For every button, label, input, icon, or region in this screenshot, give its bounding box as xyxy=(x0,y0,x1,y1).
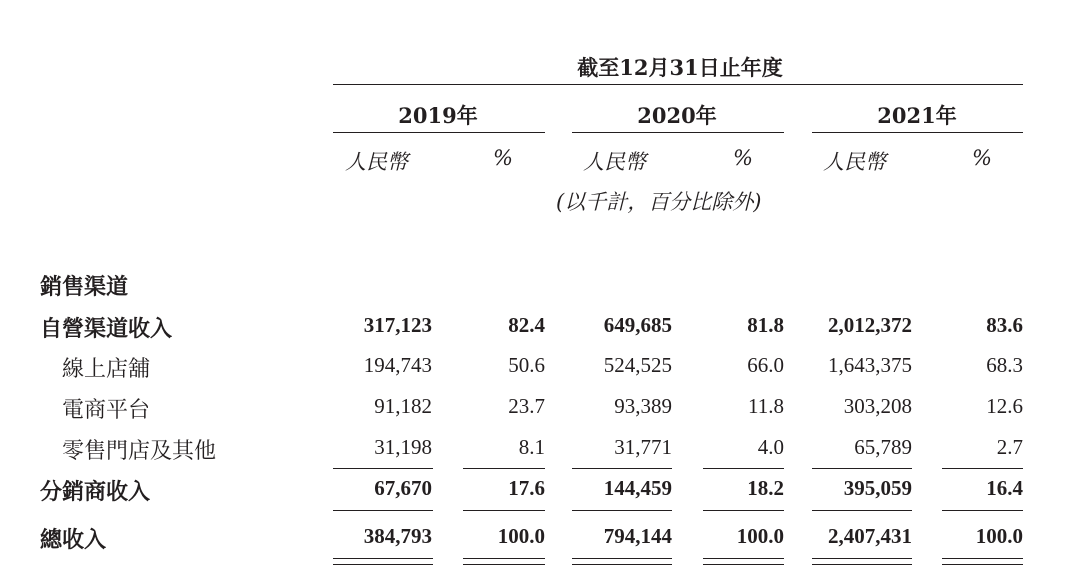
total-double-underline xyxy=(333,564,433,565)
total-double-underline xyxy=(572,564,672,565)
cell-2019-percent: 8.1 xyxy=(518,435,545,459)
cell-2019-amount: 67,670 xyxy=(374,476,432,500)
cell-2020-amount: 524,525 xyxy=(603,353,672,377)
year-2020-underline xyxy=(572,132,784,133)
total-underline xyxy=(812,510,912,511)
year-2019-underline xyxy=(333,132,545,133)
cell-2021-amount: 395,059 xyxy=(843,476,912,500)
section-title: 銷售渠道 xyxy=(40,274,129,300)
row-label: 總收入 xyxy=(40,527,107,553)
cell-2019-amount: 384,793 xyxy=(363,524,432,548)
cell-2020-amount: 144,459 xyxy=(603,476,672,500)
percent-label-2019: % xyxy=(493,146,513,170)
cell-2021-amount: 1,643,375 xyxy=(828,353,912,377)
cell-2019-percent: 50.6 xyxy=(508,353,545,377)
row-label: 分銷商收入 xyxy=(40,479,151,505)
total-underline xyxy=(333,510,433,511)
year-2020-header: 2020年 xyxy=(637,103,717,128)
cell-2021-percent: 12.6 xyxy=(986,394,1023,418)
total-double-underline xyxy=(703,558,784,559)
percent-label-2020: % xyxy=(733,146,753,170)
total-underline xyxy=(703,510,784,511)
unit-note: (以千計，百分比除外) xyxy=(556,190,762,214)
subtotal-underline xyxy=(463,468,545,469)
cell-2020-percent: 18.2 xyxy=(747,476,784,500)
cell-2020-amount: 93,389 xyxy=(614,394,672,418)
cell-2019-amount: 91,182 xyxy=(374,394,432,418)
total-underline xyxy=(463,510,545,511)
cell-2021-amount: 2,012,372 xyxy=(828,313,912,337)
cell-2021-percent: 16.4 xyxy=(986,476,1023,500)
total-double-underline xyxy=(463,558,545,559)
subtotal-underline xyxy=(333,468,433,469)
cell-2021-percent: 83.6 xyxy=(986,313,1023,337)
subtotal-underline xyxy=(812,468,912,469)
cell-2021-amount: 2,407,431 xyxy=(828,524,912,548)
row-label: 線上店舖 xyxy=(62,357,151,382)
total-double-underline xyxy=(463,564,545,565)
header-divider xyxy=(333,84,1023,85)
total-double-underline xyxy=(812,558,912,559)
total-double-underline xyxy=(942,558,1023,559)
cell-2019-percent: 100.0 xyxy=(497,524,545,548)
currency-label-2021: 人民幣 xyxy=(823,150,886,174)
cell-2019-percent: 23.7 xyxy=(508,394,545,418)
currency-label-2020: 人民幣 xyxy=(583,150,646,174)
percent-label-2021: % xyxy=(972,146,992,170)
total-underline xyxy=(572,510,672,511)
subtotal-underline xyxy=(942,468,1023,469)
total-double-underline xyxy=(703,564,784,565)
cell-2019-amount: 194,743 xyxy=(363,353,432,377)
cell-2021-percent: 100.0 xyxy=(975,524,1023,548)
row-label: 自營渠道收入 xyxy=(40,316,173,342)
currency-label-2019: 人民幣 xyxy=(345,150,408,174)
period-title: 截至12月31日止年度 xyxy=(577,55,783,80)
cell-2020-percent: 81.8 xyxy=(747,313,784,337)
subtotal-underline xyxy=(572,468,672,469)
cell-2019-amount: 31,198 xyxy=(374,435,432,459)
cell-2021-percent: 2.7 xyxy=(996,435,1023,459)
cell-2020-percent: 100.0 xyxy=(736,524,784,548)
cell-2020-percent: 4.0 xyxy=(757,435,784,459)
cell-2020-amount: 794,144 xyxy=(603,524,672,548)
year-2019-header: 2019年 xyxy=(398,103,478,128)
total-double-underline xyxy=(572,558,672,559)
cell-2020-amount: 649,685 xyxy=(603,313,672,337)
total-double-underline xyxy=(942,564,1023,565)
cell-2021-amount: 303,208 xyxy=(843,394,912,418)
year-2021-header: 2021年 xyxy=(877,103,957,128)
year-2021-underline xyxy=(812,132,1023,133)
cell-2021-percent: 68.3 xyxy=(986,353,1023,377)
cell-2019-percent: 17.6 xyxy=(508,476,545,500)
cell-2019-amount: 317,123 xyxy=(363,313,432,337)
cell-2019-percent: 82.4 xyxy=(508,313,545,337)
total-underline xyxy=(942,510,1023,511)
cell-2021-amount: 65,789 xyxy=(854,435,912,459)
cell-2020-percent: 11.8 xyxy=(748,394,784,418)
subtotal-underline xyxy=(703,468,784,469)
cell-2020-amount: 31,771 xyxy=(614,435,672,459)
total-double-underline xyxy=(333,558,433,559)
cell-2020-percent: 66.0 xyxy=(747,353,784,377)
total-double-underline xyxy=(812,564,912,565)
row-label: 電商平台 xyxy=(62,398,151,423)
row-label: 零售門店及其他 xyxy=(62,439,217,464)
